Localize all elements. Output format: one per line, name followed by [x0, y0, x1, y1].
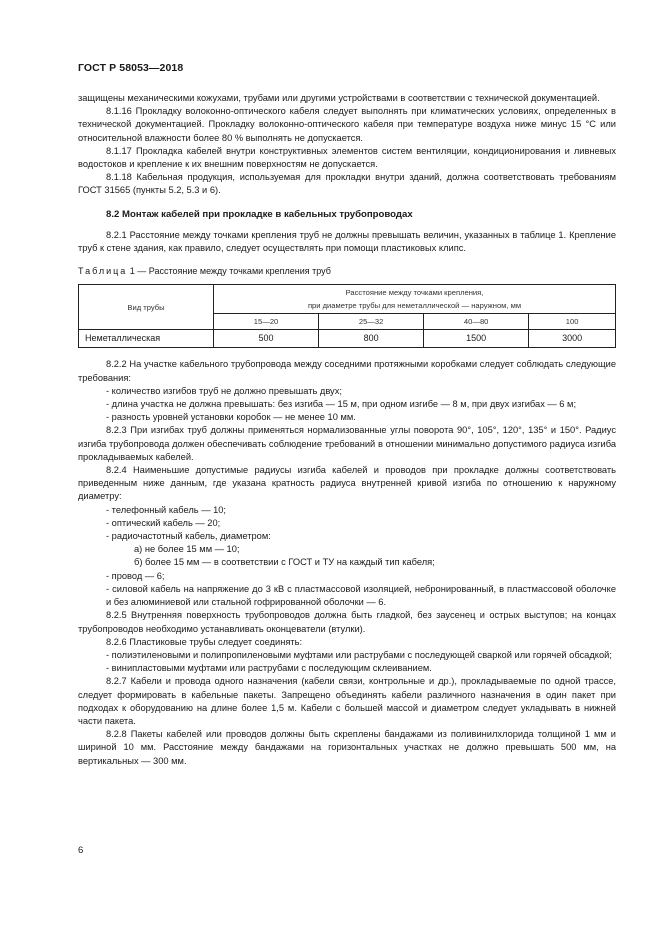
list-item: - разность уровней установки коробок — не менее 10 мм.: [106, 412, 356, 423]
diameter-cell: 25—32: [319, 314, 424, 330]
table-row: [79, 330, 616, 348]
paragraph-8-2-8: 8.2.8 Пакеты кабелей или проводов должны быть скреплены бандажами из поливинилхлорида толщиной 1 мм и шириной 10 мм. Расстояние между бандажами на горизонтальных участках не должно превышать 500 мм, на вертикальных — 300 мм.: [78, 729, 616, 766]
list-item: - длина участка не должна превышать: без изгиба — 15 м, при одном изгибе — 8 м, при двух изгибах — 6 м;: [106, 399, 577, 410]
value-cell: 3000: [529, 330, 616, 348]
value-cell: 500: [214, 330, 319, 348]
list-item: - радиочастотный кабель, диаметром:: [106, 531, 271, 542]
paragraph: защищены механическими кожухами, трубами или другими устройствами в соответствии с технической документацией.: [78, 93, 600, 103]
paragraph-8-1-17: 8.1.17 Прокладка кабелей внутри конструктивных элементов систем вентиляции, кондиционирования и ливневых водостоков и крепление к их внешним поверхностям не допускается.: [78, 145, 616, 170]
paragraph-8-2-2: 8.2.2 На участке кабельного трубопровода между соседними протяжными коробками следует соблюдать следующие требования:: [78, 359, 616, 383]
sub-list-item: б) более 15 мм — в соответствии с ГОСТ и ТУ на каждый тип кабеля;: [134, 557, 435, 568]
header-distance: [214, 285, 616, 314]
table-caption-prefix: Таблица: [78, 266, 128, 277]
list-item: - полиэтиленовыми и полипропиленовыми муфтами или раструбами с последующей сваркой или горячей обсадкой;: [106, 649, 612, 660]
table-header-row: [79, 285, 616, 314]
document-header: ГОСТ Р 58053—2018: [78, 62, 184, 74]
paragraph-8-2-6: 8.2.6 Пластиковые трубы следует соединять:: [106, 636, 303, 647]
list-item: - силовой кабель на напряжение до 3 кВ с пластмассовой изоляцией, небронированный, в пластмассовой оболочке и без алюминиевой или стальной гофрированной оболочки — 6.: [106, 583, 616, 608]
header-distance-line2: при диаметре трубы для неметаллической — наружном, мм: [307, 301, 522, 311]
document-body: [78, 92, 616, 768]
list-item: - винипластовыми муфтами или раструбами с последующим склеиванием.: [106, 663, 432, 674]
list-item: - провод — 6;: [106, 570, 165, 581]
page-number: 6: [78, 845, 84, 856]
paragraph-8-2-5: 8.2.5 Внутренняя поверхность трубопроводов должна быть гладкой, без заусенец и острых выступов; на концах трубопроводов необходимо устанавливать оконцеватели (втулки).: [78, 610, 616, 634]
section-heading: 8.2 Монтаж кабелей при прокладке в кабельных трубопроводах: [106, 208, 413, 220]
list-item: - телефонный кабель — 10;: [106, 504, 227, 515]
paragraph-8-2-4: 8.2.4 Наименьшие допустимые радиусы изгиба кабелей и проводов при прокладке должны соответствовать приведенным ниже данным, где указана кратность радиуса внутренней кривой изгиба по отношению к наружному диаметру:: [78, 465, 616, 502]
paragraph-8-1-18: 8.1.18 Кабельная продукция, используемая для прокладки внутри зданий, должна соответствовать требованиям ГОСТ 31565 (пункты 5.2, 5.3 и 6).: [78, 172, 616, 196]
value-cell: 800: [319, 330, 424, 348]
paragraph-8-2-3: 8.2.3 При изгибах труб должны применяться нормализованные углы поворота 90°, 105°, 120°, 135° и 150°. Радиус изгиба трубопровода должен обеспечивать соблюдение требований в отношении минимально допустимого радиуса изгиба прокладываемых кабелей.: [78, 425, 616, 462]
table-caption: [78, 265, 616, 278]
diameter-cell: 100: [529, 314, 616, 330]
diameter-cell: 15—20: [214, 314, 319, 330]
paragraph-8-2-7: 8.2.7 Кабели и провода одного назначения (кабели связи, контрольные и др.), прокладываемые по одной трассе, следует формировать в кабельные пакеты. Запрещено объединять кабели различного назначения в один пакет при подходах к оборудованию на длине более 1,5 м. Кабели с большей массой и диаметром следует укладывать в нижней части пакета.: [78, 676, 616, 726]
row-label: Неметаллическая: [79, 330, 214, 348]
table-caption-text: 1 — Расстояние между точками крепления труб: [127, 266, 331, 277]
header-pipe-type: Вид трубы: [79, 285, 214, 330]
header-distance-line1: Расстояние между точками крепления,: [345, 288, 484, 298]
list-item: - оптический кабель — 20;: [106, 517, 221, 528]
list-item: - количество изгибов труб не должно превышать двух;: [106, 385, 342, 396]
distance-table: [78, 284, 616, 348]
value-cell: 1500: [424, 330, 529, 348]
paragraph-8-2-1: 8.2.1 Расстояние между точками крепления труб не должны превышать величин, указанных в таблице 1. Крепление труб к стене здания, как правило, следует осуществлять при помощи пластиковых клипс.: [78, 229, 616, 254]
sub-list-item: а) не более 15 мм — 10;: [134, 544, 240, 555]
diameter-cell: 40—80: [424, 314, 529, 330]
paragraph-8-1-16: 8.1.16 Прокладку волоконно-оптического кабеля следует выполнять при климатических условиях, определенных в технической документацией. Прокладку волоконно-оптического кабеля при температуре воздуха ниже минус 15 °С или относительной влажности более 80 % выполнять не допускается.: [78, 106, 616, 143]
